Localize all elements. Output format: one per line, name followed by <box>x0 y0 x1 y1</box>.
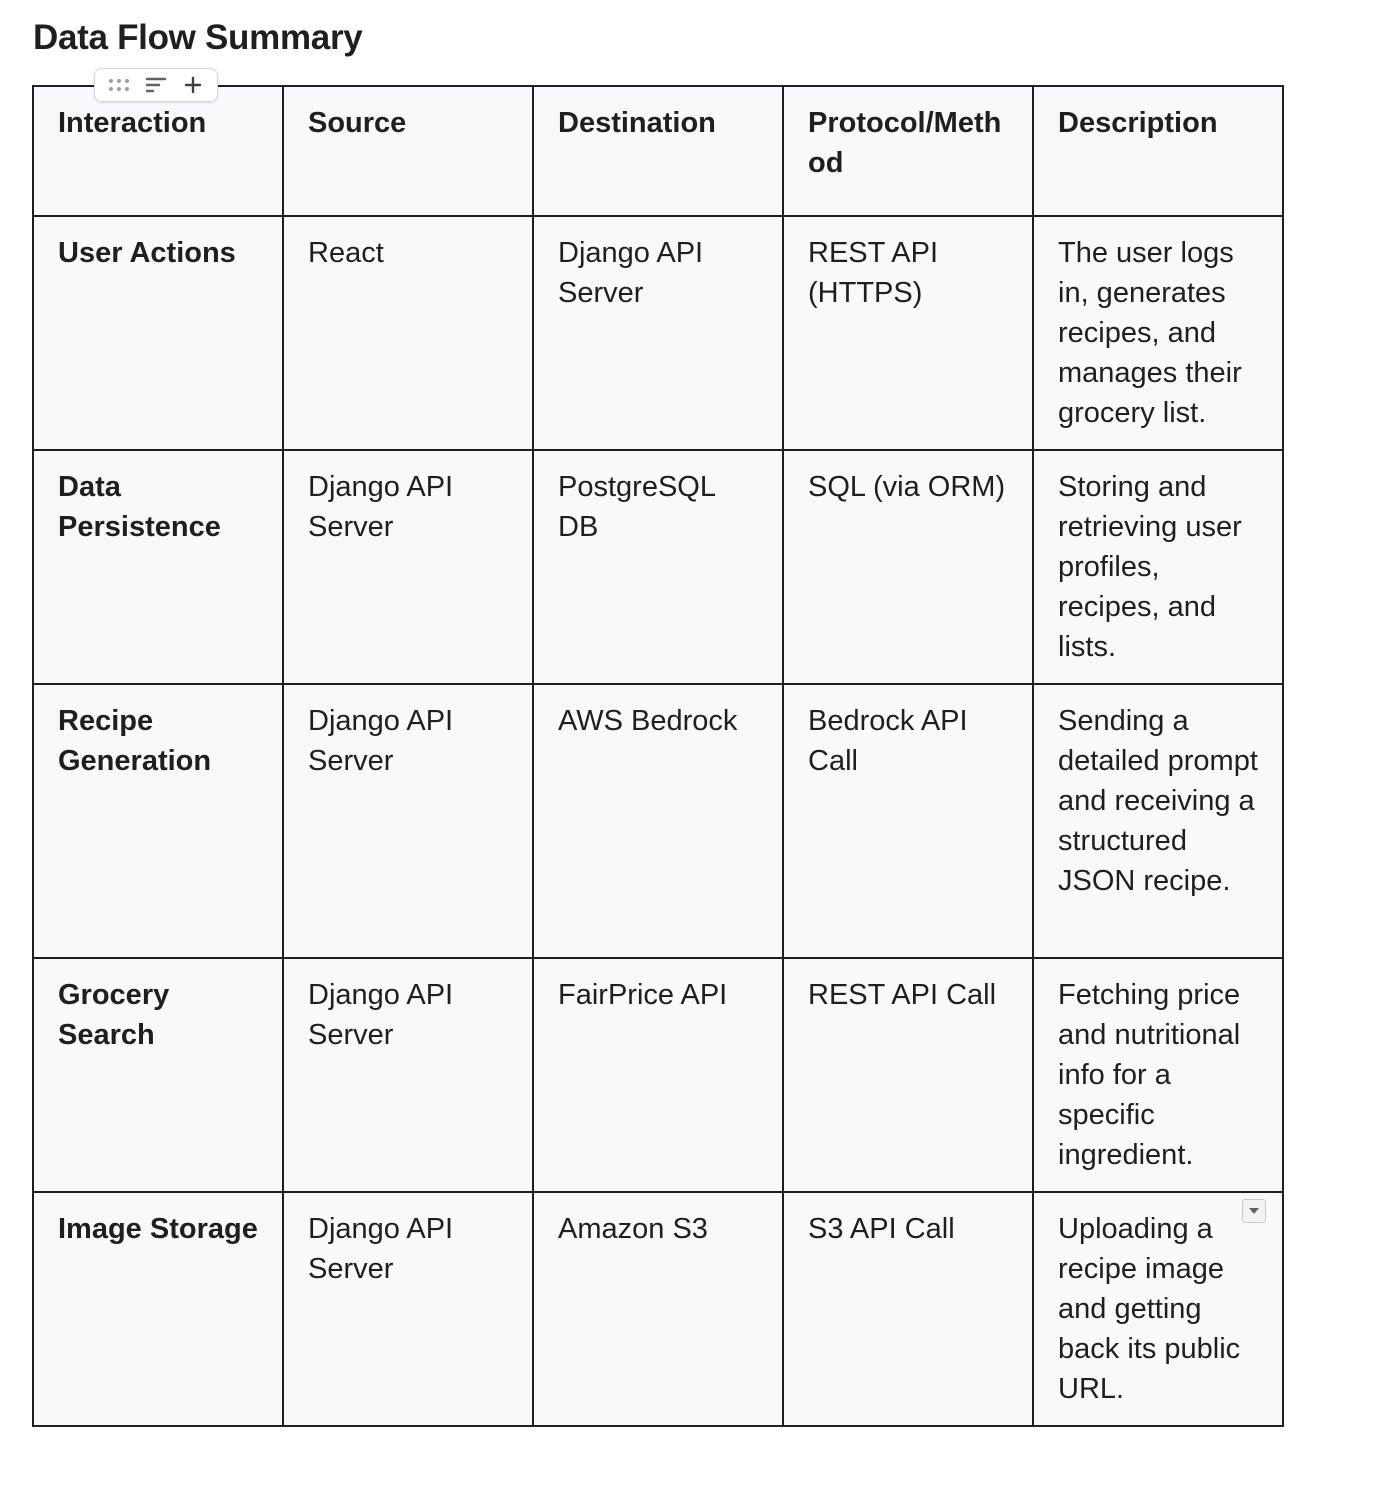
cell-interaction[interactable]: Grocery Search <box>33 958 283 1192</box>
cell-protocol[interactable]: REST API Call <box>783 958 1033 1192</box>
cell-protocol[interactable]: S3 API Call <box>783 1192 1033 1426</box>
header-cell-protocol[interactable]: Protocol/Method <box>783 86 1033 216</box>
cell-destination[interactable]: AWS Bedrock <box>533 684 783 958</box>
page-title: Data Flow Summary <box>33 18 363 57</box>
cell-destination[interactable]: Amazon S3 <box>533 1192 783 1426</box>
drag-handle-icon[interactable] <box>105 71 133 99</box>
cell-destination[interactable]: Django API Server <box>533 216 783 450</box>
cell-protocol[interactable]: REST API (HTTPS) <box>783 216 1033 450</box>
cell-interaction[interactable]: Data Persistence <box>33 450 283 684</box>
data-flow-table-wrapper <box>32 85 1284 1427</box>
header-cell-description[interactable]: Description <box>1033 86 1283 216</box>
cell-protocol[interactable]: SQL (via ORM) <box>783 450 1033 684</box>
table-row <box>33 216 1283 450</box>
cell-source[interactable]: Django API Server <box>283 684 533 958</box>
header-cell-interaction[interactable]: Interaction <box>33 86 283 216</box>
cell-description-active[interactable] <box>1033 1192 1283 1426</box>
cell-description[interactable]: Fetching price and nutritional info for a specific ingredient. <box>1033 958 1283 1192</box>
add-icon[interactable] <box>179 71 207 99</box>
cell-menu-button[interactable] <box>1242 1199 1266 1223</box>
cell-description[interactable]: Sending a detailed prompt and receiving a structured JSON recipe. <box>1033 684 1283 958</box>
chevron-down-icon <box>1247 1206 1261 1216</box>
cell-description[interactable]: Storing and retrieving user profiles, recipes, and lists. <box>1033 450 1283 684</box>
cell-destination[interactable]: PostgreSQL DB <box>533 450 783 684</box>
cell-protocol[interactable]: Bedrock API Call <box>783 684 1033 958</box>
table-row <box>33 958 1283 1192</box>
cell-destination[interactable]: FairPrice API <box>533 958 783 1192</box>
table-header-row <box>33 86 1283 216</box>
cell-source[interactable]: React <box>283 216 533 450</box>
cell-source[interactable]: Django API Server <box>283 958 533 1192</box>
sort-icon[interactable] <box>142 71 170 99</box>
table-row <box>33 1192 1283 1426</box>
cell-source[interactable]: Django API Server <box>283 1192 533 1426</box>
cell-description-text: Uploading a recipe image and getting back its public URL. <box>1058 1213 1241 1405</box>
data-flow-table <box>32 85 1284 1427</box>
cell-source[interactable]: Django API Server <box>283 450 533 684</box>
cell-interaction[interactable]: User Actions <box>33 216 283 450</box>
header-cell-source[interactable]: Source <box>283 86 533 216</box>
table-row <box>33 684 1283 958</box>
cell-interaction[interactable]: Recipe Generation <box>33 684 283 958</box>
table-row <box>33 450 1283 684</box>
cell-description[interactable]: The user logs in, generates recipes, and manages their grocery list. <box>1033 216 1283 450</box>
header-cell-destination[interactable]: Destination <box>533 86 783 216</box>
cell-interaction[interactable]: Image Storage <box>33 1192 283 1426</box>
table-toolbar <box>94 68 218 102</box>
